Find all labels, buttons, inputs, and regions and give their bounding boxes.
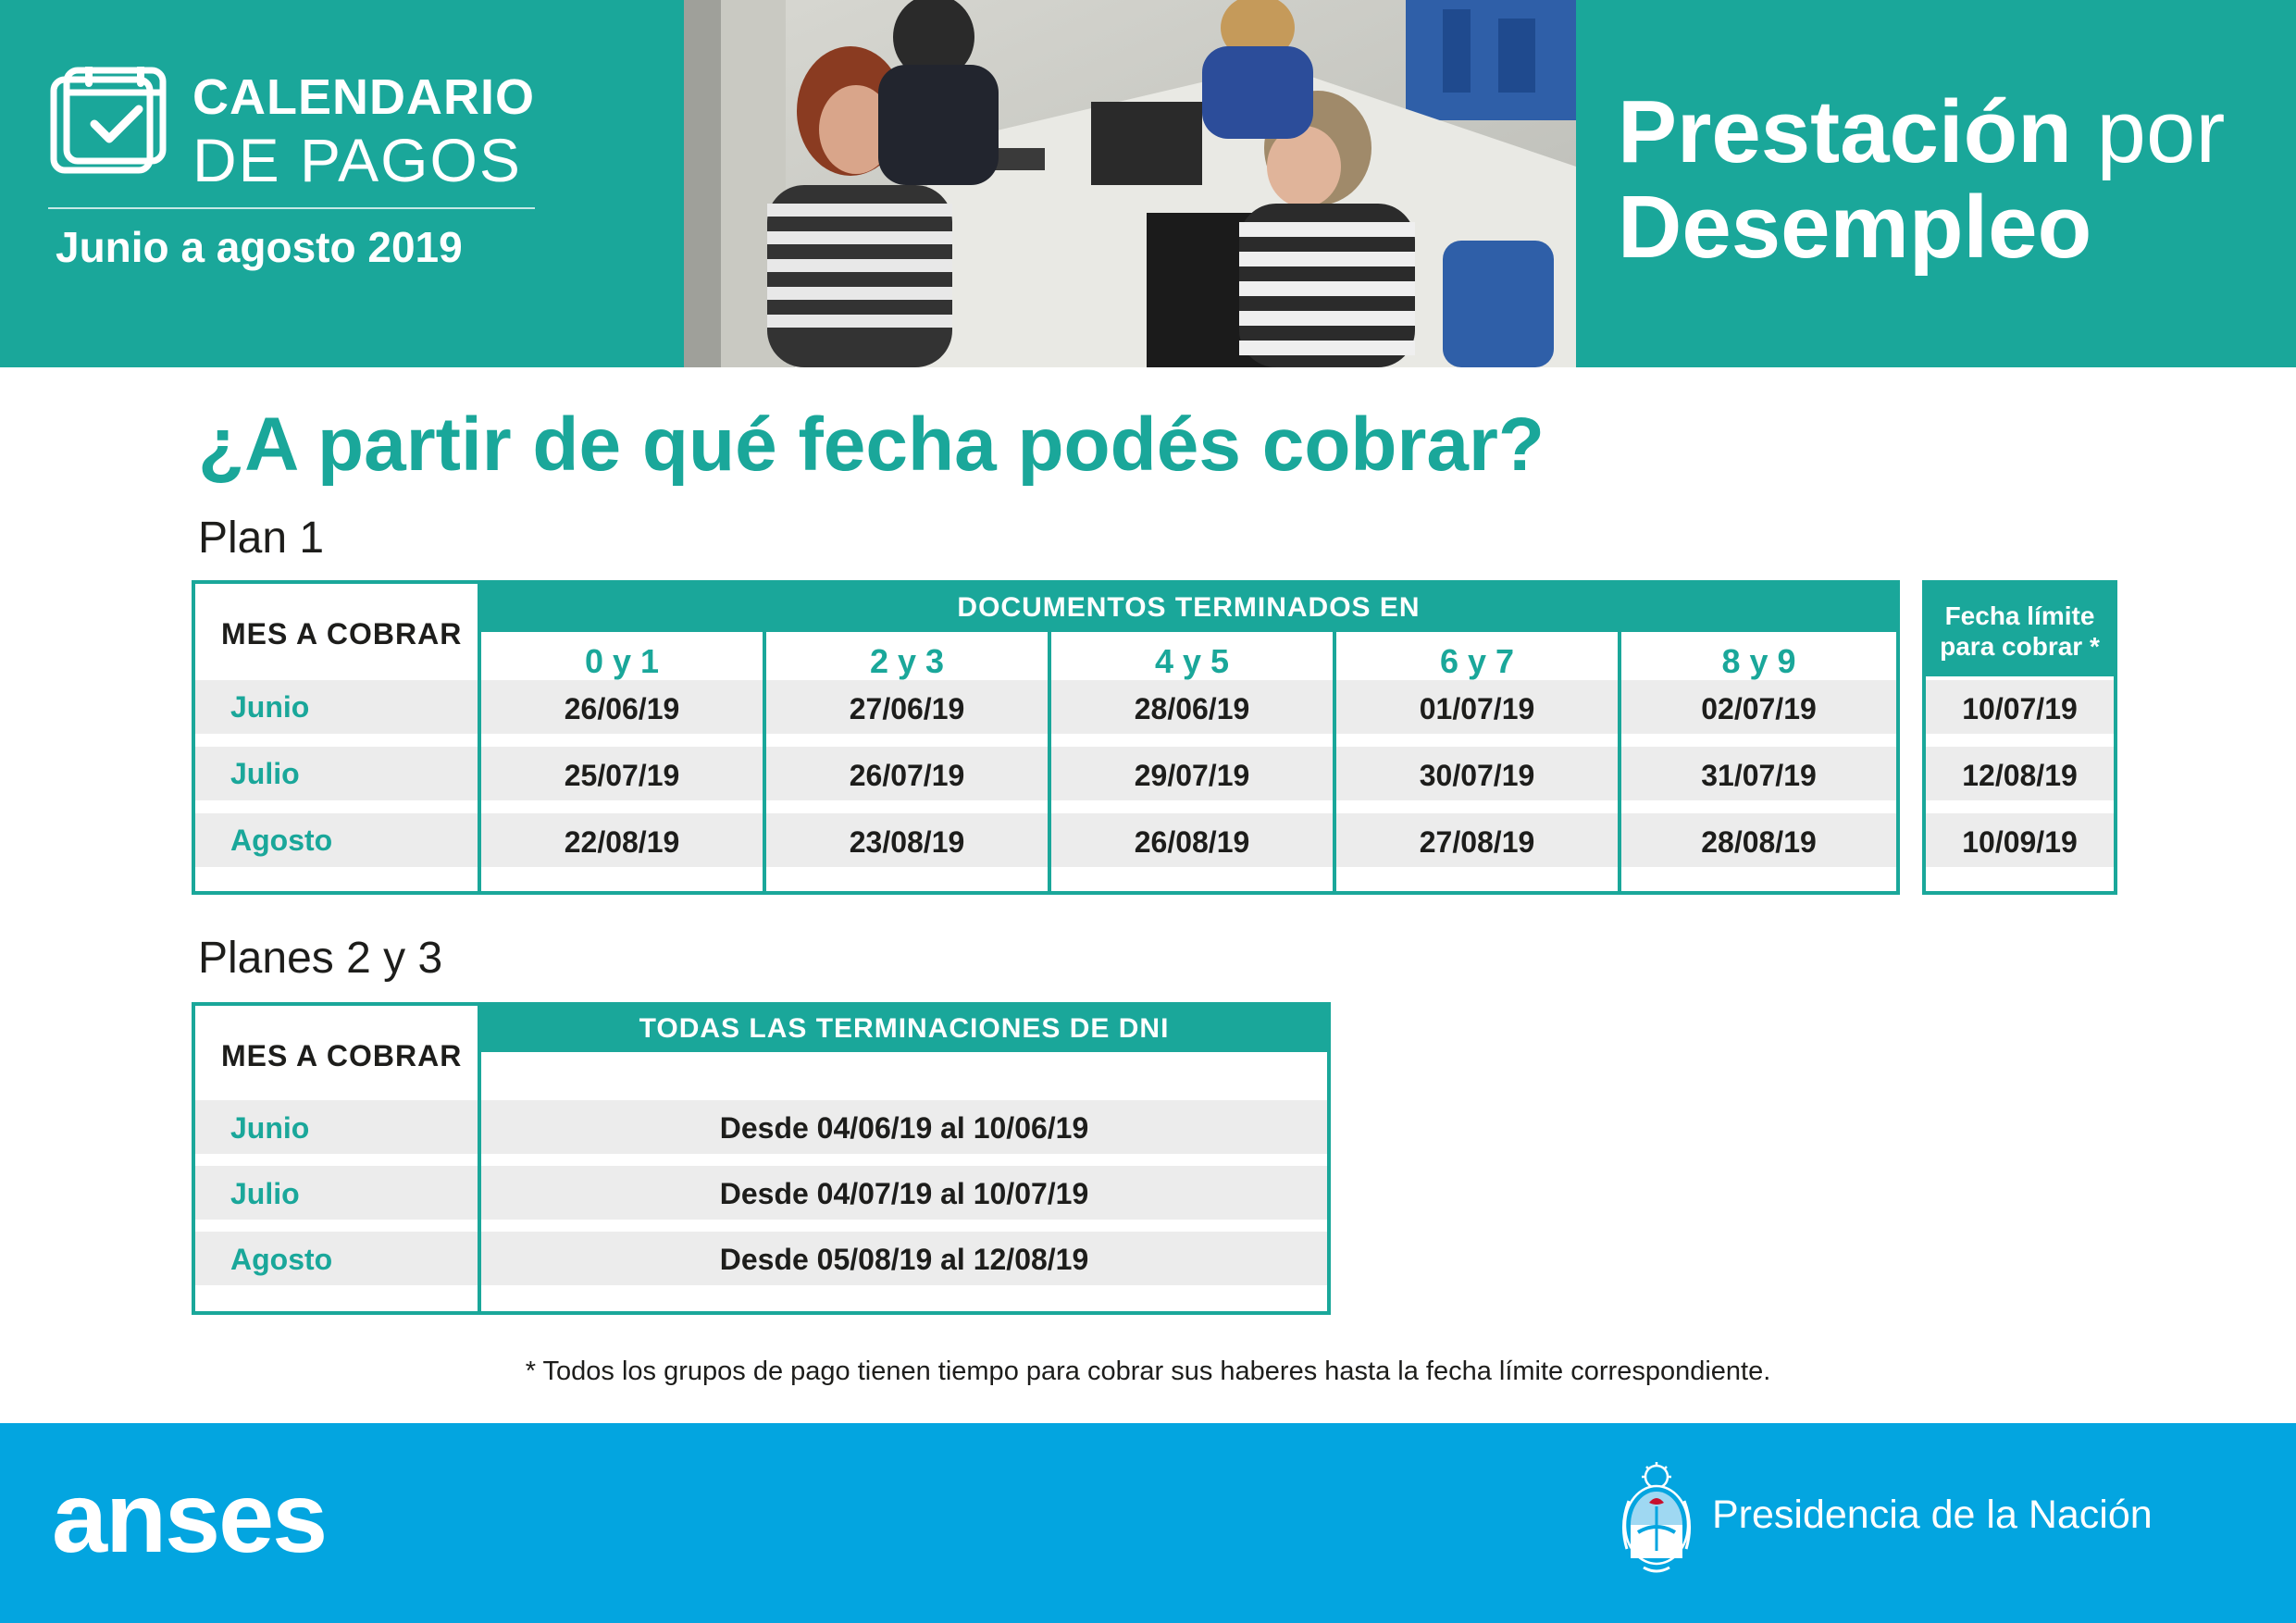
date-range-cell: Desde 04/07/19 al 10/07/19 [719,1177,1089,1210]
date-range-cell: Desde 04/06/19 al 10/06/19 [719,1111,1089,1145]
deadline-header [1926,584,2114,676]
deadline-header-line2: para cobrar * [1940,632,2100,661]
presidencia-label: Presidencia de la Nación [1712,1493,2153,1537]
deadline-header-line1: Fecha límite [1944,601,2095,630]
table-cell: 23/08/19 [849,825,965,859]
footnote: * Todos los grupos de pago tienen tiempo para cobrar sus haberes hasta la fecha límite correspondiente. [525,1357,1771,1386]
deadline-cell: 10/07/19 [1962,692,2078,725]
month-junio: Junio [230,1111,310,1145]
month-agosto: Agosto [230,1243,333,1276]
plan1-label: Plan 1 [198,514,325,563]
table-cell: 29/07/19 [1134,759,1250,792]
column-header-6-7: 6 y 7 [1439,642,1515,680]
deadline-cell: 10/09/19 [1962,825,2078,859]
table-cell: 02/07/19 [1701,692,1817,725]
plan23-table [192,1002,1331,1315]
table-cell: 28/06/19 [1134,692,1250,725]
program-title-light: por [2096,82,2226,181]
column-header-8-9: 8 y 9 [1721,642,1796,680]
table-cell: 26/08/19 [1134,825,1250,859]
month-agosto: Agosto [230,824,333,857]
table-cell: 26/07/19 [849,759,965,792]
table-cell: 25/07/19 [564,759,680,792]
month-julio: Julio [230,757,300,790]
calendar-check-icon [48,67,174,178]
table-cell: 26/06/19 [564,692,680,725]
program-title-line2: Desempleo [1618,177,2092,277]
all-dni-group-header: TODAS LAS TERMINACIONES DE DNI [481,1006,1327,1052]
table-cell: 27/08/19 [1419,825,1535,859]
table-cell: 28/08/19 [1701,825,1817,859]
deadline-table [1922,580,2117,895]
period-label: Junio a agosto 2019 [56,223,463,271]
column-header-4-5: 4 y 5 [1154,642,1230,680]
table-cell: 27/06/19 [849,692,965,725]
column-header-2-3: 2 y 3 [869,642,945,680]
month-column-header: MES A COBRAR [221,617,463,650]
column-header-0-1: 0 y 1 [584,642,660,680]
table-cell: 01/07/19 [1419,692,1535,725]
plan23-label: Planes 2 y 3 [198,934,443,983]
month-julio: Julio [230,1177,300,1210]
month-junio: Junio [230,690,310,724]
program-title-bold: Prestación [1618,82,2072,181]
plan1-table [192,580,1900,895]
page-question-title: ¿A partir de qué fecha podés cobrar? [198,403,1545,487]
program-title [1618,82,2226,277]
anses-logo: anses [52,1461,327,1573]
header-divider [48,207,535,209]
argentina-coat-of-arms-icon [1618,1460,1695,1577]
deadline-cell: 12/08/19 [1962,759,2078,792]
documents-group-header: DOCUMENTOS TERMINADOS EN [481,584,1896,632]
table-cell: 30/07/19 [1419,759,1535,792]
table-cell: 31/07/19 [1701,759,1817,792]
date-range-cell: Desde 05/08/19 al 12/08/19 [719,1243,1089,1276]
calendar-title: CALENDARIO [192,69,535,125]
month-column-header: MES A COBRAR [221,1039,463,1072]
office-service-counter-photo [684,0,1576,367]
calendar-subtitle: DE PAGOS [192,126,522,194]
table-cell: 22/08/19 [564,825,680,859]
